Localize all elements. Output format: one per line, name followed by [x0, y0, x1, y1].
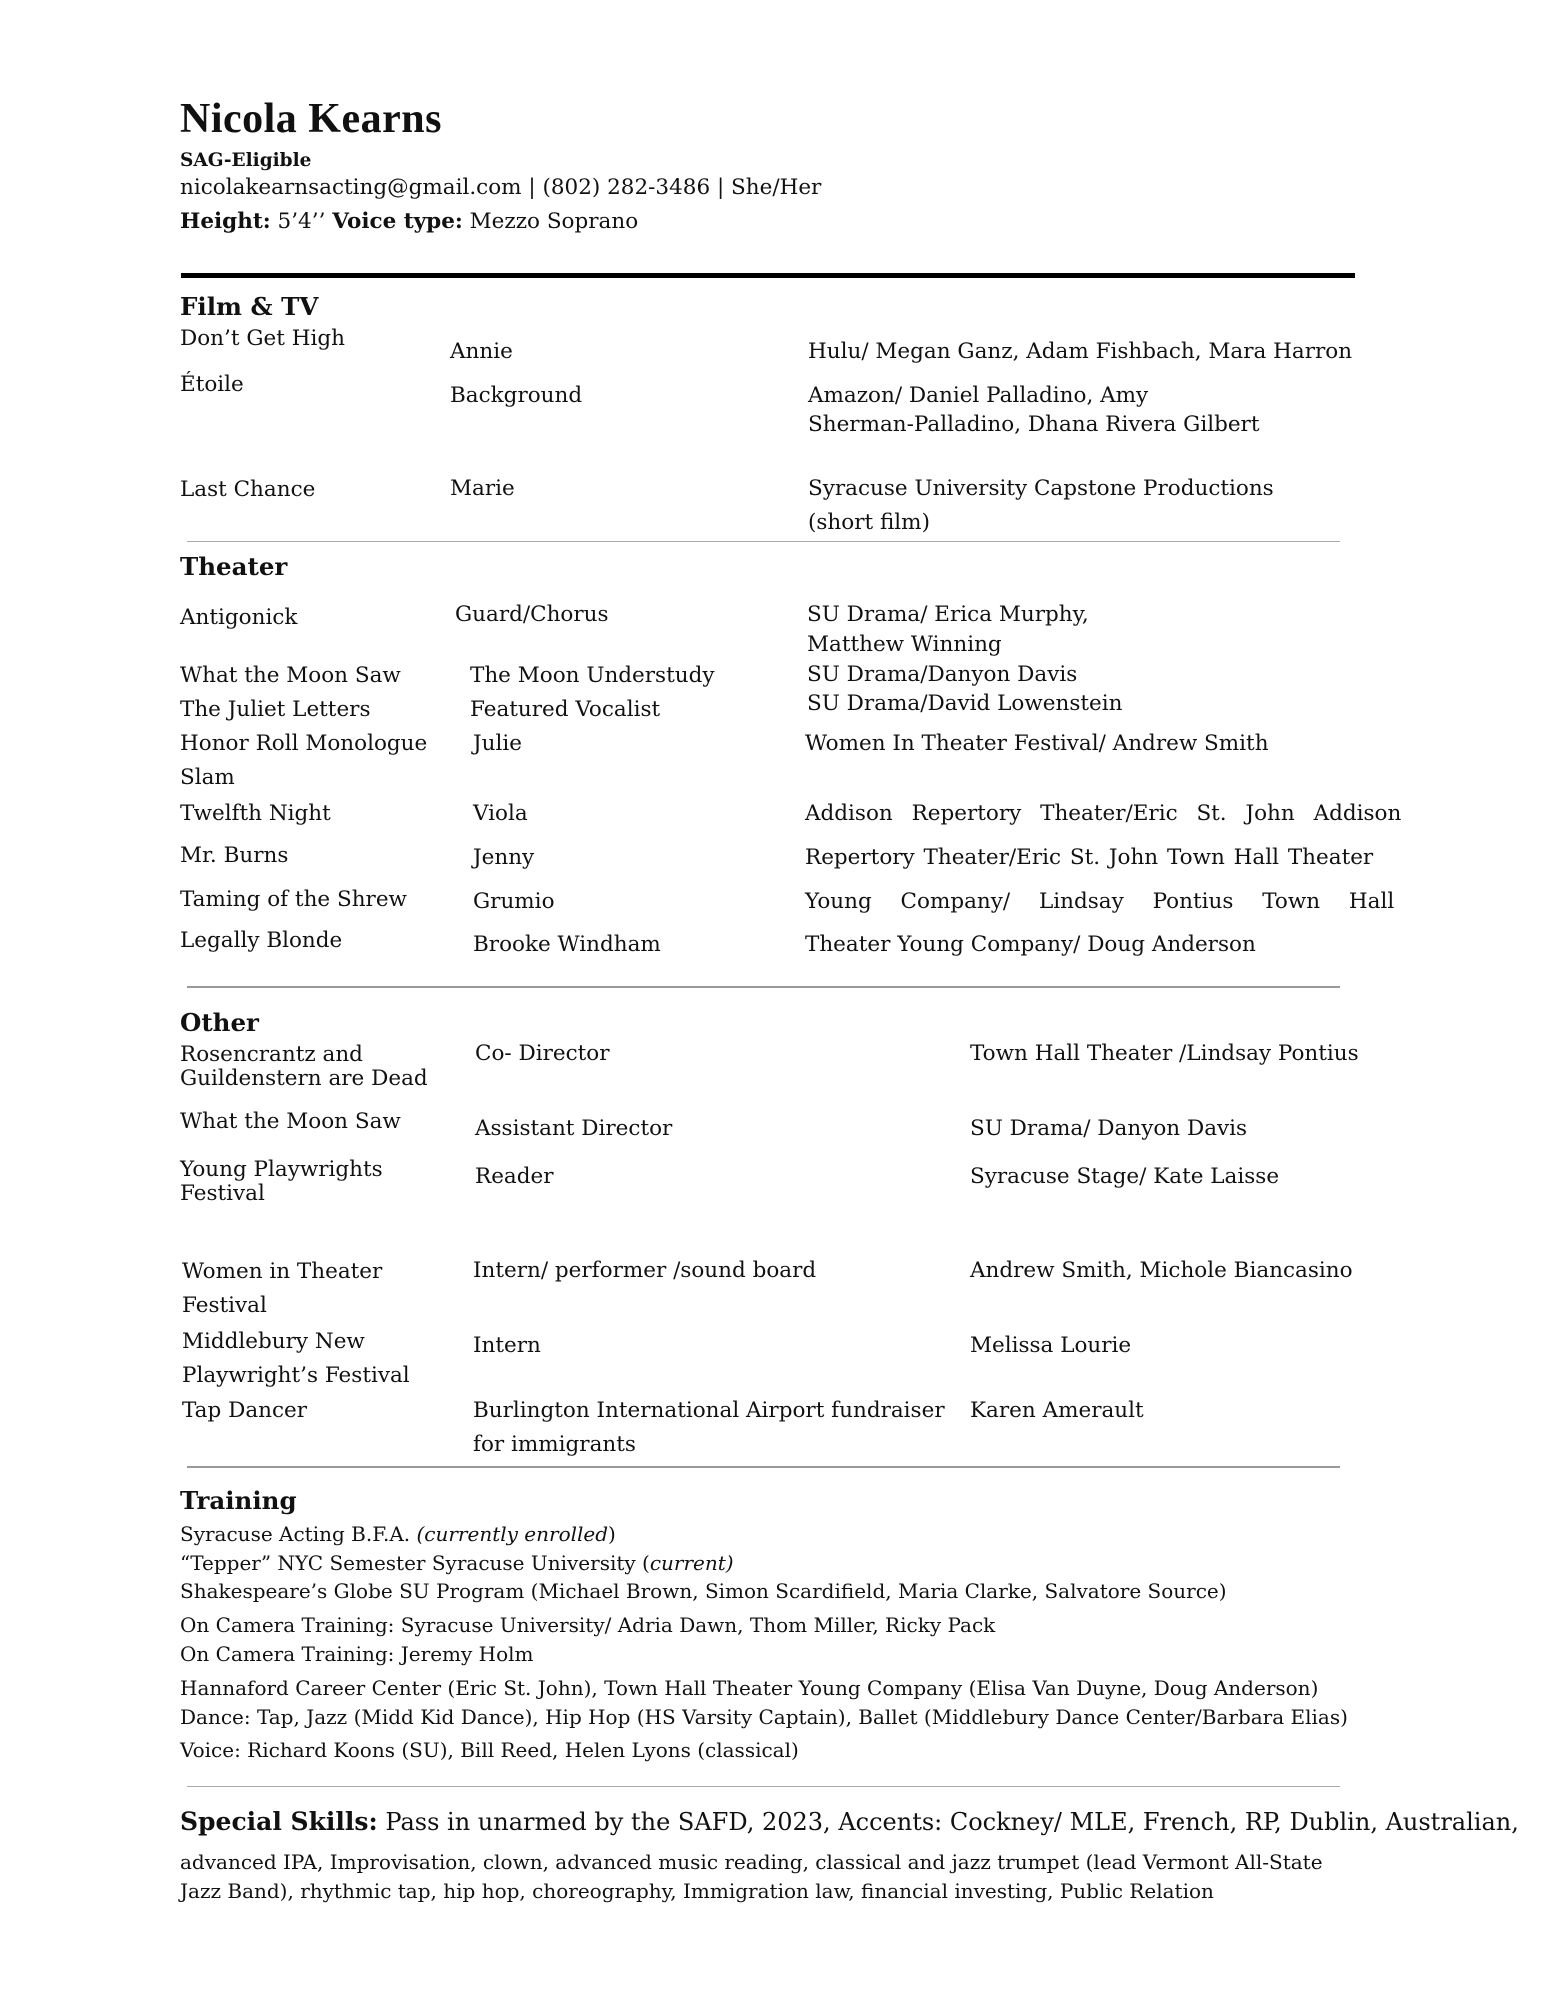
- credit-title: Women in Theater: [182, 1259, 383, 1284]
- credit-title: The Juliet Letters: [180, 697, 371, 722]
- skills-line: [180, 1807, 1519, 1836]
- credit-role: Julie: [473, 731, 522, 756]
- credit-company: [805, 889, 1395, 914]
- section-divider: [187, 986, 1340, 988]
- credit-company: SU Drama/ Danyon Davis: [970, 1116, 1248, 1141]
- voice-value: Mezzo Soprano: [469, 209, 639, 234]
- credit-title: Rosencrantz and: [180, 1042, 363, 1067]
- credit-company: Amazon/ Daniel Palladino, Amy: [808, 383, 1149, 408]
- credit-role: Background: [450, 383, 583, 408]
- credit-company: Matthew Winning: [807, 632, 1002, 657]
- skills-line: Jazz Band), rhythmic tap, hip hop, choreography, Immigration law, financial investing, Public Relation: [180, 1879, 1214, 1903]
- credit-company: Sherman-Palladino, Dhana Rivera Gilbert: [808, 412, 1260, 437]
- credit-title: Taming of the Shrew: [180, 887, 407, 912]
- credit-title: Young Playwrights: [180, 1157, 383, 1182]
- height-value: 5’4’’: [277, 209, 326, 234]
- skills-label: Special Skills:: [180, 1807, 378, 1836]
- credit-company: [805, 801, 1402, 826]
- credit-role: Intern/ performer /sound board: [473, 1258, 817, 1283]
- credit-role: Guard/Chorus: [455, 602, 609, 627]
- credit-company: Karen Amerault: [970, 1398, 1144, 1423]
- credit-company: Syracuse Stage/ Kate Laisse: [970, 1164, 1280, 1189]
- training-italic: (currently enrolled: [416, 1522, 609, 1546]
- credit-title: Twelfth Night: [180, 801, 331, 826]
- section-divider: [187, 1466, 1340, 1468]
- credit-company-text: Young Company/ Lindsay Pontius Town Hall: [805, 889, 1395, 914]
- credit-role: Annie: [450, 339, 513, 364]
- training-line: Dance: Tap, Jazz (Midd Kid Dance), Hip Hop (HS Varsity Captain), Ballet (Middlebury Dance Center/Barbara Elias): [180, 1705, 1348, 1729]
- credit-role: Intern: [473, 1333, 541, 1358]
- section-heading-film-tv: Film & TV: [180, 292, 319, 321]
- header-divider: [181, 273, 1355, 278]
- credit-company: Women In Theater Festival/ Andrew Smith: [805, 731, 1269, 756]
- credit-title: Festival: [180, 1181, 265, 1206]
- credit-role: Reader: [475, 1164, 554, 1189]
- credit-title: Slam: [180, 765, 235, 790]
- training-line: [180, 1522, 616, 1546]
- training-line: On Camera Training: Syracuse University/ Adria Dawn, Thom Miller, Ricky Pack: [180, 1613, 996, 1637]
- credit-company-text: Addison Repertory Theater/Eric St. John Addison: [805, 801, 1402, 826]
- union-status: SAG-Eligible: [180, 150, 312, 171]
- credit-company: [805, 845, 1374, 870]
- credit-company: Melissa Lourie: [970, 1333, 1132, 1358]
- credit-title: Playwright’s Festival: [182, 1363, 410, 1388]
- training-line: Shakespeare’s Globe SU Program (Michael Brown, Simon Scardifield, Maria Clarke, Salvatore Source): [180, 1579, 1227, 1603]
- credit-company-text: Repertory Theater/Eric St. John Town Hall Theater: [805, 845, 1374, 870]
- credit-role: for immigrants: [473, 1432, 636, 1457]
- credit-title: Honor Roll Monologue: [180, 731, 428, 756]
- credit-role: Viola: [473, 801, 528, 826]
- credit-title: Legally Blonde: [180, 928, 343, 953]
- credit-title: Middlebury New: [182, 1329, 365, 1354]
- credit-title: Last Chance: [180, 477, 316, 502]
- credit-company: Hulu/ Megan Ganz, Adam Fishbach, Mara Harron: [808, 339, 1353, 364]
- credit-role: Assistant Director: [475, 1116, 673, 1141]
- training-line: On Camera Training: Jeremy Holm: [180, 1642, 534, 1666]
- credit-role: Co- Director: [475, 1041, 610, 1066]
- credit-company: SU Drama/David Lowenstein: [807, 691, 1123, 716]
- credit-company: Andrew Smith, Michole Biancasino: [970, 1258, 1353, 1283]
- credit-title: Tap Dancer: [182, 1398, 308, 1423]
- training-line: Voice: Richard Koons (SU), Bill Reed, Helen Lyons (classical): [180, 1738, 799, 1762]
- credit-role: The Moon Understudy: [470, 663, 715, 688]
- credit-title: Guildenstern are Dead: [180, 1066, 428, 1091]
- credit-role: Marie: [450, 476, 515, 501]
- credit-role: Brooke Windham: [473, 932, 661, 957]
- credit-title: Don’t Get High: [180, 326, 345, 351]
- credit-title: What the Moon Saw: [180, 663, 401, 688]
- training-text: “Tepper” NYC Semester Syracuse University (: [180, 1551, 650, 1575]
- credit-role: Grumio: [473, 889, 555, 914]
- training-text: Syracuse Acting B.F.A.: [180, 1522, 417, 1546]
- skills-line: advanced IPA, Improvisation, clown, advanced music reading, classical and jazz trumpet (lead Vermont All-State: [180, 1850, 1323, 1874]
- section-divider: [187, 1786, 1340, 1787]
- training-line: Hannaford Career Center (Eric St. John), Town Hall Theater Young Company (Elisa Van Duyne, Doug Anderson): [180, 1676, 1319, 1700]
- voice-label: Voice type:: [332, 209, 463, 234]
- credit-company: Theater Young Company/ Doug Anderson: [805, 932, 1256, 957]
- credit-company: (short film): [808, 510, 930, 535]
- credit-role: Featured Vocalist: [470, 697, 661, 722]
- credit-title: Festival: [182, 1293, 267, 1318]
- credit-role: Jenny: [473, 845, 535, 870]
- credit-company: SU Drama/Danyon Davis: [807, 662, 1078, 687]
- section-heading-training: Training: [180, 1486, 297, 1515]
- height-label: Height:: [180, 209, 271, 234]
- credit-title: What the Moon Saw: [180, 1109, 401, 1134]
- training-text: ): [608, 1522, 616, 1546]
- section-heading-theater: Theater: [180, 552, 288, 581]
- credit-role: Burlington International Airport fundraiser: [473, 1398, 945, 1423]
- contact-line: nicolakearnsacting@gmail.com | (802) 282-3486 | She/Her: [180, 175, 822, 200]
- section-heading-other: Other: [180, 1008, 259, 1037]
- stats-line: [180, 209, 638, 234]
- resume-name: Nicola Kearns: [180, 96, 442, 142]
- section-divider: [187, 541, 1340, 542]
- training-italic: current): [649, 1551, 734, 1575]
- credit-title: Antigonick: [180, 605, 298, 630]
- credit-company: Syracuse University Capstone Productions: [808, 476, 1274, 501]
- training-line: [180, 1551, 734, 1575]
- skills-text: Pass in unarmed by the SAFD, 2023, Accents: Cockney/ MLE, French, RP, Dublin, Australian,: [385, 1808, 1519, 1836]
- credit-title: Étoile: [180, 372, 244, 397]
- credit-company: Town Hall Theater /Lindsay Pontius: [970, 1041, 1359, 1066]
- credit-title: Mr. Burns: [180, 843, 289, 868]
- credit-company: SU Drama/ Erica Murphy,: [807, 602, 1089, 627]
